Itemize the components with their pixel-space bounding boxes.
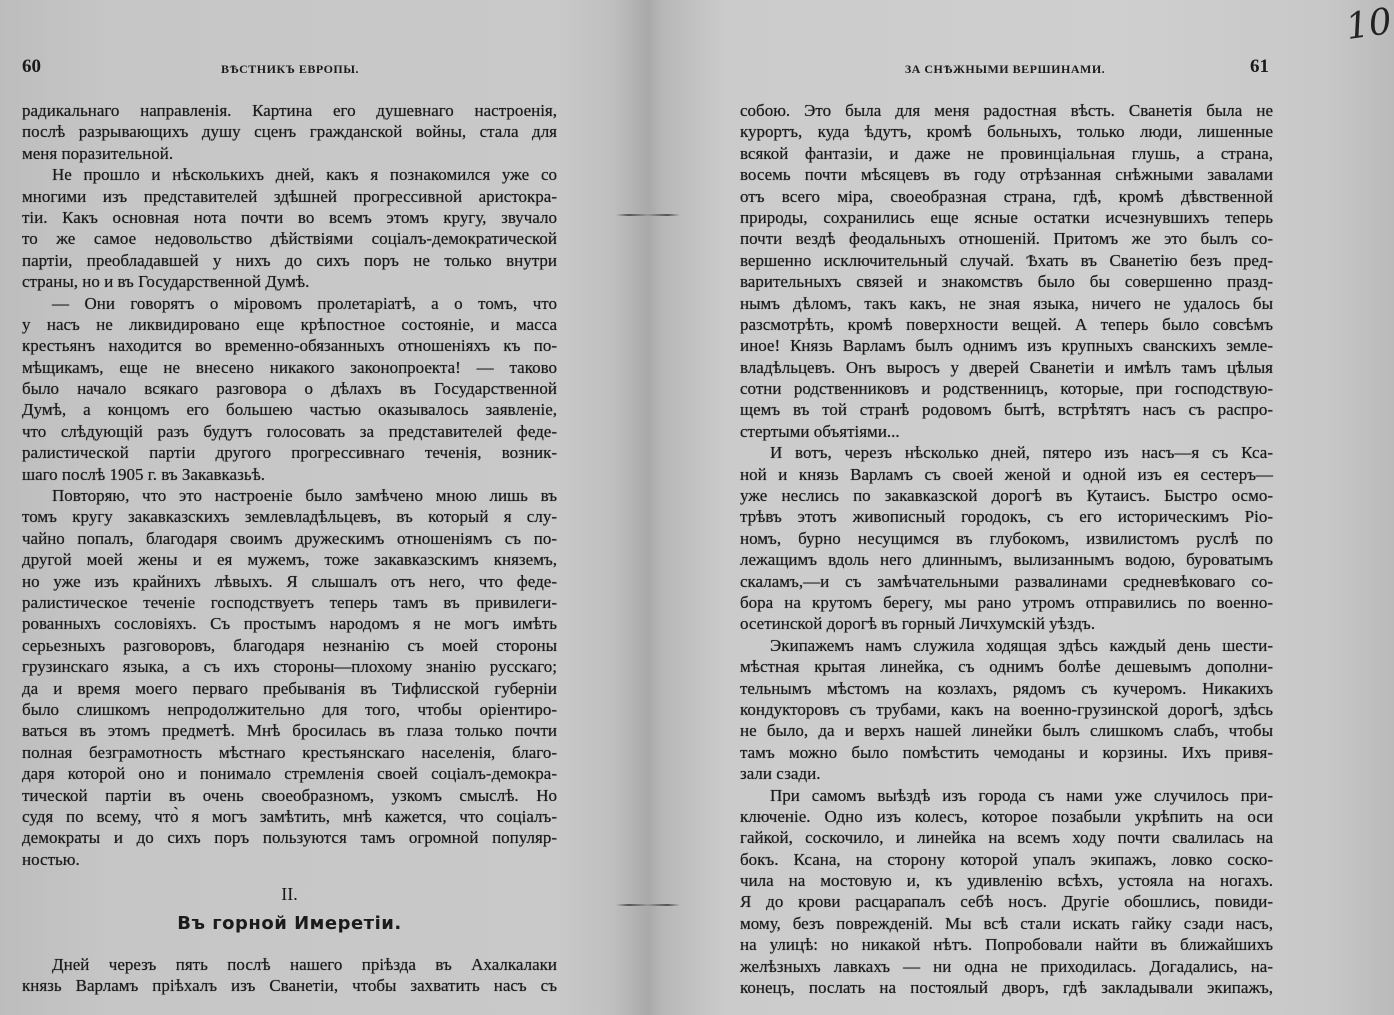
text-line: Не прошло и нѣсколькихъ дней, какъ я познакомился уже со (52, 165, 557, 185)
text-line: томъ кругу закавказскихъ землевладѣльцевъ, въ который я слу- (22, 507, 557, 527)
text-line: другой моей жены и ея мужемъ, тоже закавказскимъ княземъ, (22, 550, 557, 570)
text-line: но уже изъ крайнихъ лѣвыхъ. Я слышалъ отъ него, что феде- (22, 571, 557, 591)
text-line: мѣщикамъ, еще не внесено никакого законопроекта! — таково (22, 357, 557, 377)
text-line: осетинской дорогѣ въ горный Личхумскій уѣздъ. (740, 614, 1096, 634)
text-line: желѣзныхъ лавкахъ — ни одна не приходилась. Догадались, на- (740, 956, 1273, 976)
text-line: ностью. (22, 849, 80, 869)
text-line: — Они говорятъ о міровомъ пролетаріатѣ, а о томъ, что (52, 293, 557, 313)
text-line: бокъ. Ксана, на сторону которой упалъ экипажъ, ловко соско- (740, 849, 1273, 869)
text-line: чайно попалъ, благодаря своимъ дружескимъ отношеніямъ съ по- (22, 528, 557, 548)
page-number: 61 (1250, 56, 1269, 77)
text-line: чила на мостовую и, къ удивленію всѣхъ, устояла на ногахъ. (740, 871, 1273, 891)
text-line: мому, безъ поврежденій. Мы всѣ стали искать гайку сзади насъ, (740, 913, 1273, 933)
text-line: тіи. Какъ основная нота почти во всемъ этомъ кругу, звучало (22, 207, 557, 227)
text-line: трѣвъ этотъ живописный городокъ, съ его историческимъ Ріо- (740, 507, 1273, 527)
text-line: то же самое недовольство дѣйствіями соціалъ-демократической (22, 229, 557, 249)
text-line: радикальнаго направленія. Картина его душевнаго настроенія, (22, 101, 557, 120)
running-head: ВѢСТНИКЪ ЕВРОПЫ. (220, 62, 360, 76)
text-line: серьезныхъ разговоровъ, благодаря незнанію съ моей стороны (22, 635, 557, 655)
text-line: собою. Это была для меня радостная вѣсть. Сванетія была не (740, 101, 1273, 120)
text-line: тельнымъ мѣстомъ на козлахъ, рядомъ съ кучеромъ. Никакихъ (740, 678, 1273, 698)
text-line: варительныхъ связей и знакомствъ было бы совершенно празд- (740, 272, 1273, 292)
section-title: Въ горной Имеретіи. (177, 913, 402, 934)
text-line: бора на крутомъ берегу, мы рано утромъ отправились по военно- (740, 592, 1273, 612)
text-line: Думѣ, а концомъ его большею частью оказывалось заявленіе, (22, 400, 557, 420)
text-line: щемъ въ той странѣ родовомъ бытѣ, встрѣтятъ насъ съ распро- (740, 400, 1273, 420)
text-line: почти вездѣ феодальныхъ отношеній. Притомъ же это былъ со- (740, 229, 1273, 249)
right-page (650, 0, 1386, 1015)
text-line: восемь почти мѣсяцевъ въ году отрѣзанная снѣжными завалами (740, 165, 1273, 185)
text-line: ключеніе. Одно изъ колесъ, которое позабыли укрѣпить на оси (740, 806, 1273, 826)
text-line: демократы и до сихъ поръ пользуются тамъ огромной популяр- (22, 828, 557, 848)
text-line: партіи, преобладавшей у нихъ до сихъ поръ не только внутри (22, 250, 557, 270)
text-line: да и время моего перваго пребыванія въ Тифлисской губерніи (22, 678, 557, 698)
text-line: всякой фантазіи, и даже не провинціальная глушь, а страна, (740, 143, 1273, 163)
text-line: было слишкомъ непродолжительно для того, чтобы оріентиро- (22, 699, 557, 719)
text-line: зали сзади. (740, 764, 821, 784)
left-page (0, 0, 640, 1015)
page-number: 60 (22, 56, 41, 77)
text-line: Я до крови расцарапалъ себѣ носъ. Другіе обошлись, повиди- (740, 892, 1273, 912)
text-line: ваться въ этомъ предметѣ. Мнѣ бросилась въ глаза только почти (22, 721, 557, 741)
text-line: многими изъ представителей здѣшней прогрессивной аристокра- (22, 186, 557, 206)
text-line: страны, но и въ Государственной Думѣ. (22, 272, 310, 292)
text-line: крестьянъ находится во временно-обязанныхъ отношеніяхъ къ по- (22, 336, 557, 356)
text-line: на улицѣ: но никакой нѣтъ. Попробовали найти въ ближайшихъ (740, 935, 1273, 955)
text-line: что слѣдующій разъ будутъ голосовать за представителей феде- (22, 421, 557, 441)
text-line: конецъ, послать на постоялый дворъ, гдѣ закладывали экипажъ, (740, 978, 1273, 998)
text-line: послѣ разрывающихъ душу сценъ гражданской войны, стала для (22, 122, 557, 142)
text-line: судя по всему, что̀ я могъ замѣтить, мнѣ кажется, что соціалъ- (22, 806, 557, 826)
text-line: меня поразительной. (22, 143, 174, 163)
text-line: скаламъ,—и съ замѣчательными развалинами средневѣковаго со- (740, 571, 1273, 591)
section-number: II. (281, 884, 298, 904)
running-head: ЗА СНѢЖНЫМИ ВЕРШИНАМИ. (904, 62, 1106, 76)
text-line: тамъ можно было помѣстить чемоданы и корзины. Ихъ привя- (740, 742, 1273, 762)
text-line: у насъ не ликвидировано еще крѣпостное состояніе, и масса (22, 314, 557, 334)
text-line: сотни родственниковъ и родственницъ, которые, при господствую- (740, 379, 1273, 399)
text-line: князь Варламъ пріѣхалъ изъ Сванетіи, чтобы захватить насъ съ (22, 976, 557, 996)
text-line: стертыми объятіями... (740, 421, 900, 441)
text-line: Экипажемъ намъ служила ходящая здѣсь каждый день шести- (770, 635, 1273, 655)
body-text (22, 100, 557, 870)
text-line: отъ всего міра, своеобразная страна, гдѣ, кромѣ дѣвственной (740, 186, 1273, 206)
text-line: Дней черезъ пять послѣ нашего пріѣзда въ Ахалкалаки (52, 955, 557, 974)
text-line: мѣстная крытая линейка, съ однимъ болѣе дешевымъ дополни- (740, 657, 1273, 677)
text-line: курортъ, куда ѣдутъ, кромѣ больныхъ, только люди, лишенные (740, 122, 1273, 142)
text-line: природы, сохранились еще ясные остатки исчезнувшихъ теперь (740, 207, 1273, 227)
text-line: владѣльцевъ. Онъ выросъ у дверей Сванетіи и имѣлъ тамъ цѣлыя (740, 357, 1273, 377)
text-line: Повторяю, что это настроеніе было замѣчено мною лишь въ (52, 486, 557, 506)
text-line: тической партіи въ очень своеобразномъ, узкомъ смыслѣ. Но (22, 785, 557, 805)
text-line: шаго послѣ 1905 г. въ Закавказьѣ. (22, 464, 266, 484)
text-line: полная безграмотность мѣстнаго крестьянскаго населенія, благо- (22, 742, 557, 762)
text-line: вершенно исключительный случай. Ѣхать въ Сванетію безъ пред- (740, 250, 1273, 270)
section-body-text (22, 954, 557, 997)
text-line: даря которой оно и понимало стремленія своей соціалъ-демокра- (22, 764, 557, 784)
text-line: И вотъ, черезъ нѣсколько дней, пятеро изъ насъ—я съ Кса- (770, 443, 1273, 463)
text-line: номъ, бурно несущимся въ глубокомъ, извилистомъ руслѣ по (740, 528, 1273, 548)
text-line: При самомъ выѣздѣ изъ города съ нами уже случилось при- (770, 785, 1273, 805)
handwritten-folio-note: 10 (1343, 1, 1394, 48)
body-text (740, 100, 1273, 998)
text-line: грузинскаго языка, а съ ихъ стороны—плохому знанію русскаго; (22, 657, 557, 677)
text-line: ной и князь Варламъ съ своей женой и одной изъ ея сестеръ— (740, 464, 1273, 484)
text-line: не было, да и верхъ нашей линейки былъ слишкомъ слабъ, чтобы (740, 721, 1273, 741)
text-line: гайкой, соскочило, и линейка на всемъ ходу почти свалилась на (740, 828, 1273, 848)
text-line: иное! Князь Варламъ былъ однимъ изъ крупныхъ сванскихъ земле- (740, 336, 1273, 356)
text-line: ралистической партіи другого прогрессивнаго теченія, возник- (22, 443, 557, 463)
text-line: рованныхъ сословіяхъ. Съ простымъ народомъ я не могъ имѣть (22, 614, 557, 634)
text-line: лежащимъ вдоль него длиннымъ, вылизаннымъ водою, буроватымъ (740, 550, 1273, 570)
text-line: было начало всякаго разговора о дѣлахъ въ Государственной (22, 379, 557, 399)
text-line: разсмотрѣть, кромѣ поверхности вещей. А теперь было совсѣмъ (740, 314, 1273, 334)
text-line: ралистическое теченіе господствуетъ теперь тамъ въ привилеги- (22, 592, 557, 612)
text-line: кондукторовъ съ трубами, какъ на военно-грузинской дорогѣ, здѣсь (740, 699, 1273, 719)
text-line: уже неслись по закавказской дорогѣ въ Кутаисъ. Быстро осмо- (740, 486, 1273, 506)
text-line: нымъ дѣломъ, такъ какъ, не зная языка, ничего не удалось бы (740, 293, 1273, 313)
